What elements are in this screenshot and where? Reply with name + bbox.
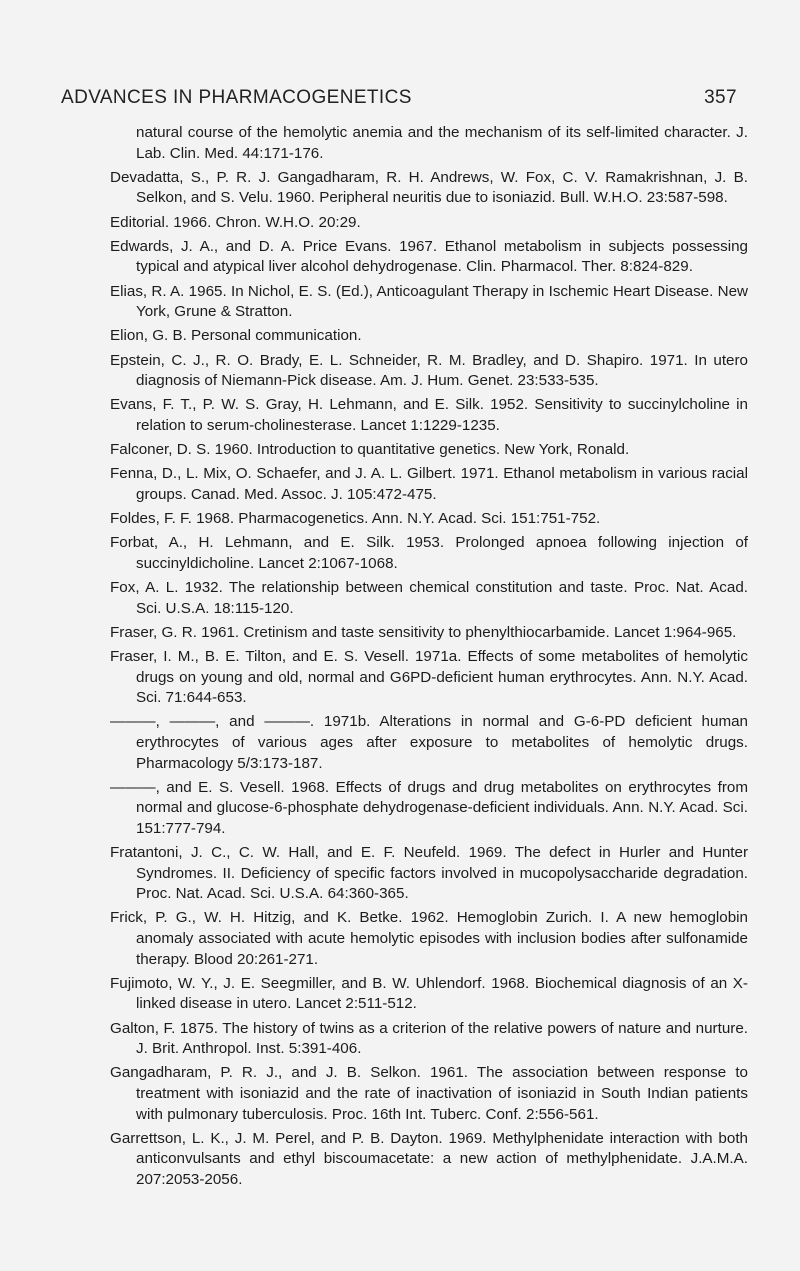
reference-entry: Garrettson, L. K., J. M. Perel, and P. B. Dayton. 1969. Methylphenidate interaction with both anticonvulsants and ethyl biscoumacetate: a new action of methylphenidate. J.A.M.A. 207:2053-2056. [110, 1129, 748, 1188]
reference-entry: Fox, A. L. 1932. The relationship between chemical constitution and taste. Proc. Nat. Acad. Sci. U.S.A. 18:115-120. [110, 579, 748, 617]
reference-entry: Editorial. 1966. Chron. W.H.O. 20:29. [110, 213, 361, 231]
reference-entry: Forbat, A., H. Lehmann, and E. Silk. 1953. Prolonged apnoea following injection of succinyldicholine. Lancet 2:1067-1068. [110, 534, 748, 572]
reference-entry: Devadatta, S., P. R. J. Gangadharam, R. H. Andrews, W. Fox, C. V. Ramakrishnan, J. B. Selkon, and S. Velu. 1960. Peripheral neuritis due to isoniazid. Bull. W.H.O. 23:587-598. [110, 168, 748, 207]
reference-entry: Fraser, I. M., B. E. Tilton, and E. S. Vesell. 1971a. Effects of some metabolites of hemolytic drugs on young and old, normal and G6PD-deficient human erythrocytes. Ann. N.Y. Acad. Sci. 71:644-653. [110, 647, 748, 707]
reference-entry: Frick, P. G., W. H. Hitzig, and K. Betke. 1962. Hemoglobin Zurich. I. A new hemoglobin anomaly associated with acute hemolytic episodes with inclusion bodies after sulfonamide therapy. Blood 20:261-271. [110, 909, 748, 968]
reference-entry: Fratantoni, J. C., C. W. Hall, and E. F. Neufeld. 1969. The defect in Hurler and Hunter Syndromes. II. Deficiency of specific factors involved in mucopolysaccharide degradation. Proc. Nat. Acad. Sci. U.S.A. 64:360-365. [110, 844, 748, 903]
running-head-title: ADVANCES IN PHARMACOGENETICS [61, 87, 412, 108]
reference-entry: Elias, R. A. 1965. In Nichol, E. S. (Ed.), Anticoagulant Therapy in Ischemic Heart Disease. New York, Grune & Stratton. [110, 282, 748, 321]
reference-entry: Edwards, J. A., and D. A. Price Evans. 1967. Ethanol metabolism in subjects possessing typical and atypical liver alcohol dehydrogenase. Clin. Pharmacol. Ther. 8:824-829. [110, 237, 748, 276]
reference-entry: Falconer, D. S. 1960. Introduction to quantitative genetics. New York, Ronald. [110, 441, 630, 459]
reference-entry: ———, ———, and ———. 1971b. Alterations in normal and G-6-PD deficient human erythrocytes of various ages after exposure to metabolites of hemolytic drugs. Pharmacology 5/3:173-187. [110, 713, 748, 772]
reference-entry: Galton, F. 1875. The history of twins as a criterion of the relative powers of nature and nurture. J. Brit. Anthropol. Inst. 5:391-406. [110, 1019, 748, 1058]
reference-list [110, 123, 748, 1194]
page-number: 357 [704, 87, 737, 108]
reference-entry: Fenna, D., L. Mix, O. Schaefer, and J. A. L. Gilbert. 1971. Ethanol metabolism in various racial groups. Canad. Med. Assoc. J. 105:472-475. [110, 465, 748, 503]
reference-entry: Epstein, C. J., R. O. Brady, E. L. Schneider, R. M. Bradley, and D. Shapiro. 1971. In utero diagnosis of Niemann-Pick disease. Am. J. Hum. Genet. 23:533-535. [110, 351, 748, 390]
reference-entry: Fraser, G. R. 1961. Cretinism and taste sensitivity to phenylthiocarbamide. Lancet 1:964-965. [110, 623, 737, 641]
reference-entry: Foldes, F. F. 1968. Pharmacogenetics. Ann. N.Y. Acad. Sci. 151:751-752. [110, 510, 601, 528]
reference-entry: Evans, F. T., P. W. S. Gray, H. Lehmann, and E. Silk. 1952. Sensitivity to succinylcholine in relation to serum-cholinesterase. Lancet 1:1229-1235. [110, 396, 748, 434]
running-head [61, 87, 737, 109]
reference-entry: ———, and E. S. Vesell. 1968. Effects of drugs and drug metabolites on erythrocytes from normal and glucose-6-phosphate dehydrogenase-deficient individuals. Ann. N.Y. Acad. Sci. 151:777-794. [110, 778, 748, 837]
reference-continuation: natural course of the hemolytic anemia and the mechanism of its self-limited character. J. Lab. Clin. Med. 44:171-176. [136, 124, 748, 162]
reference-entry: Gangadharam, P. R. J., and J. B. Selkon. 1961. The association between response to treatment with isoniazid and the rate of inactivation of isoniazid in South Indian patients with pulmonary tuberculosis. Proc. 16th Int. Tuberc. Conf. 2:556-561. [110, 1064, 748, 1123]
reference-entry: Fujimoto, W. Y., J. E. Seegmiller, and B. W. Uhlendorf. 1968. Biochemical diagnosis of an X-linked disease in utero. Lancet 2:511-512. [110, 974, 748, 1013]
reference-entry: Elion, G. B. Personal communication. [110, 327, 362, 345]
